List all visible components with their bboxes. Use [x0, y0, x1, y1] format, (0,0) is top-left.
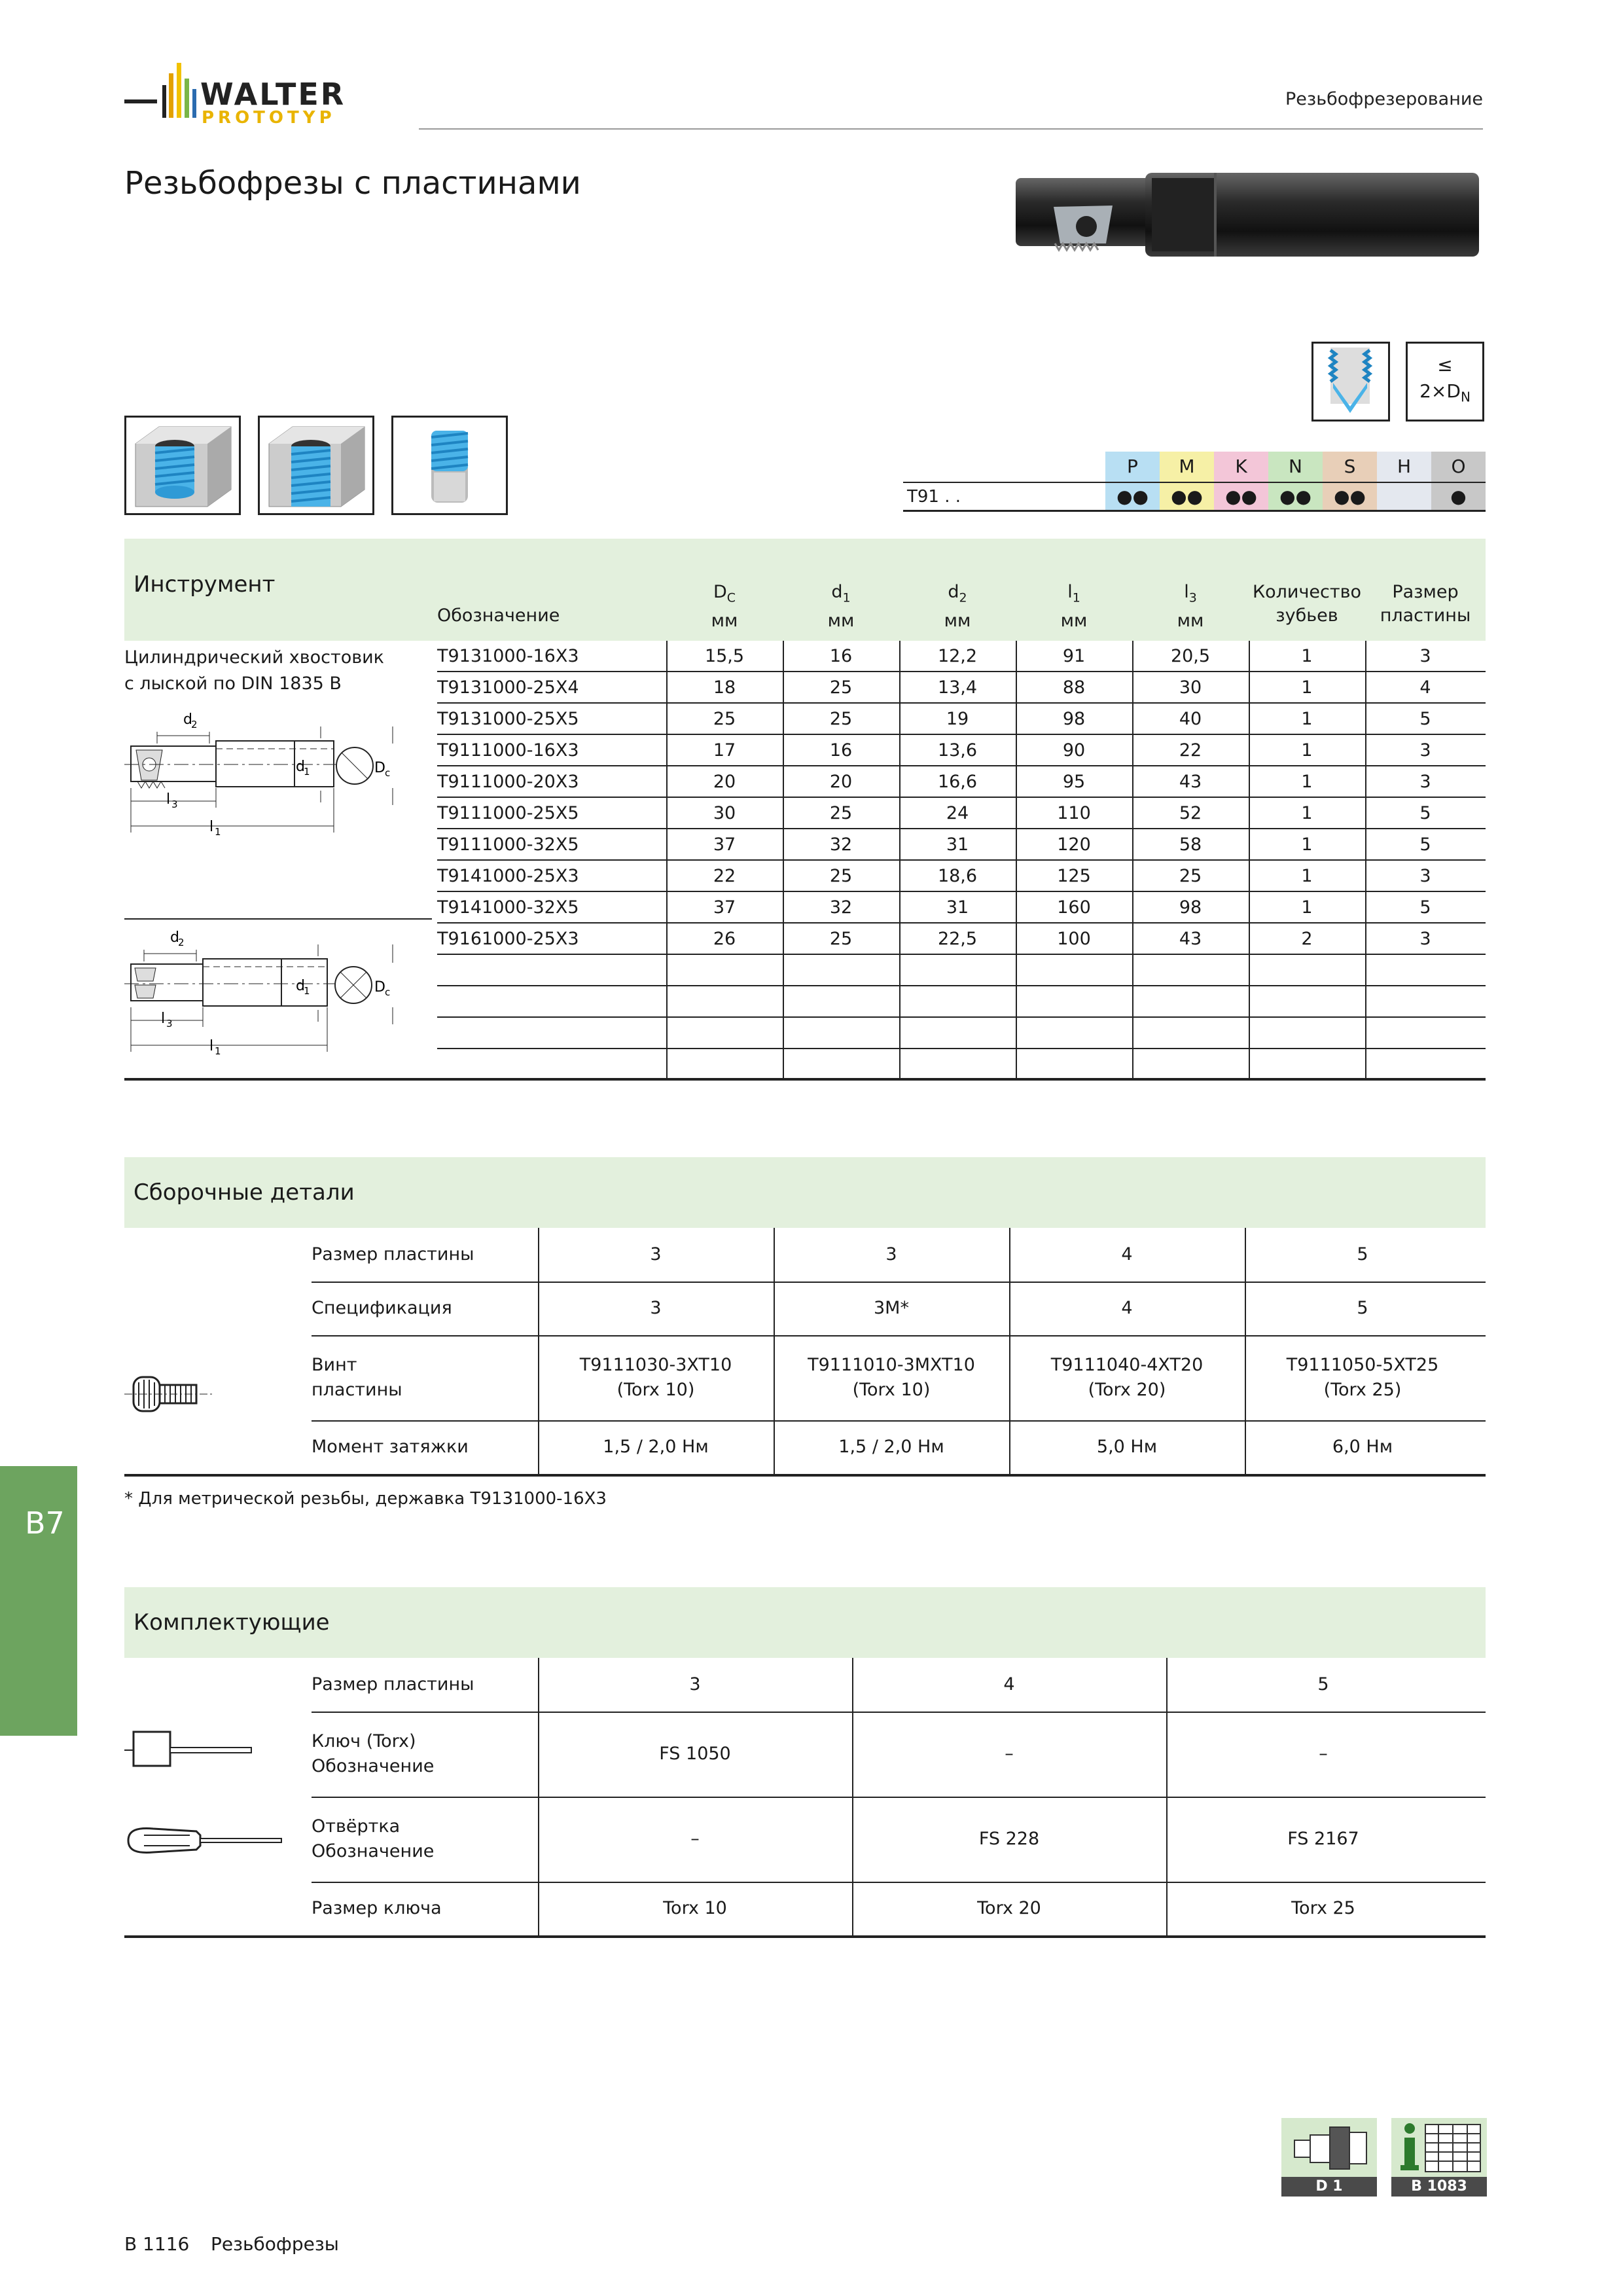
accessory-cell: 4	[1003, 1674, 1015, 1695]
value-cell	[1249, 1018, 1365, 1049]
assembly-row-label: Спецификация	[312, 1298, 452, 1318]
value-cell	[1132, 955, 1249, 986]
assembly-row-label: Винт пластины	[312, 1355, 402, 1400]
svg-text:l: l	[209, 819, 214, 835]
accessory-cell: –	[1319, 1744, 1328, 1764]
table-row	[437, 1018, 1486, 1049]
svg-text:1: 1	[215, 1045, 221, 1057]
material-mark-M: ●●	[1160, 482, 1214, 510]
value-cell: 15,5	[704, 646, 745, 666]
designation-cell: T9131000-16X3	[437, 646, 579, 666]
accessory-cell: FS 228	[978, 1829, 1040, 1849]
tool-table-bottom-rule	[124, 1078, 1486, 1081]
assembly-row	[124, 1228, 1486, 1282]
material-M: M	[1160, 452, 1214, 482]
svg-text:l: l	[209, 1038, 214, 1054]
assembly-cell: T9111040-4XT20 (Torx 20)	[1050, 1355, 1204, 1400]
accessory-row-label: Ключ (Torx) Обозначение	[312, 1731, 435, 1776]
svg-text:1: 1	[304, 985, 310, 997]
torx-key-icon	[124, 1728, 255, 1774]
designation-cell: T9141000-25X3	[437, 866, 579, 886]
assembly-row	[124, 1335, 1486, 1420]
drawing-divider	[124, 918, 432, 920]
footer-title: Резьбофрезы	[211, 2233, 339, 2255]
value-cell: 43	[1179, 929, 1202, 949]
assembly-cell: T9111050-5XT25 (Torx 25)	[1286, 1355, 1439, 1400]
table-row	[437, 861, 1486, 892]
table-row	[437, 986, 1486, 1018]
value-cell: 20	[829, 772, 853, 792]
accessory-row	[124, 1882, 1486, 1935]
value-cell: 30	[713, 803, 736, 823]
designation-cell: T9111000-32X5	[437, 834, 579, 855]
value-cell: 25	[713, 709, 736, 729]
assembly-cell: 5,0 Нм	[1096, 1437, 1158, 1457]
assembly-cell: 6,0 Нм	[1332, 1437, 1393, 1457]
info-table-icon	[1391, 2118, 1487, 2177]
value-cell: 25	[829, 803, 853, 823]
value-cell: 31	[946, 834, 969, 855]
value-cell: 40	[1179, 709, 1202, 729]
designation-cell: T9141000-32X5	[437, 897, 579, 918]
value-cell	[1016, 1018, 1132, 1049]
tool-holder-icon	[1281, 2118, 1377, 2177]
assembly-cell: 3	[650, 1298, 662, 1318]
shank-description: Цилиндрический хвостовик с лыской по DIN 1835 B	[124, 647, 384, 694]
depth-ratio-icon	[1406, 342, 1484, 422]
depth-le-symbol: ≤	[1437, 354, 1453, 376]
value-cell: 25	[1179, 866, 1202, 886]
assembly-cell: 5	[1357, 1244, 1368, 1265]
material-mark-K: ●●	[1214, 482, 1268, 510]
svg-text:d: d	[170, 929, 179, 946]
value-cell: 25	[829, 677, 853, 698]
svg-text:2: 2	[191, 719, 198, 730]
col-designation: Обозначение	[437, 605, 560, 626]
value-cell: 5	[1419, 897, 1431, 918]
value-cell: 12,2	[937, 646, 978, 666]
material-mark-H	[1377, 482, 1431, 510]
table-row	[437, 735, 1486, 766]
svg-text:c: c	[385, 986, 391, 998]
value-cell: 16,6	[937, 772, 978, 792]
value-cell: 3	[1419, 929, 1431, 949]
value-cell: 1	[1301, 709, 1313, 729]
value-cell: 26	[713, 929, 736, 949]
material-O: O	[1431, 452, 1486, 482]
value-cell	[899, 1049, 1016, 1081]
svg-text:3: 3	[166, 1018, 173, 1030]
value-cell	[1132, 1049, 1249, 1081]
svg-text:D: D	[374, 760, 385, 776]
value-cell: 88	[1062, 677, 1086, 698]
header-rule	[419, 128, 1483, 130]
assembly-cell: 3	[650, 1244, 662, 1265]
assembly-footnote: * Для метрической резьбы, державка T9131000-16X3	[124, 1489, 607, 1509]
value-cell	[783, 955, 899, 986]
svg-text:3: 3	[171, 798, 178, 810]
accessory-row-label: Размер пластины	[312, 1674, 474, 1695]
through-hole-icon	[258, 416, 374, 515]
value-cell	[783, 986, 899, 1018]
assembly-cell: 3	[885, 1244, 897, 1265]
tool-drawing-single	[124, 707, 412, 844]
assembly-cell: T9111010-3MXT10 (Torx 10)	[808, 1355, 975, 1400]
assembly-cell: 1,5 / 2,0 Нм	[838, 1437, 944, 1457]
material-mark-N: ●●	[1268, 482, 1323, 510]
value-cell	[1365, 986, 1486, 1018]
accessory-cell: –	[690, 1829, 700, 1849]
assembly-cell: 5	[1357, 1298, 1368, 1318]
table-row	[437, 704, 1486, 735]
assembly-section-header	[124, 1157, 1486, 1228]
svg-text:l: l	[161, 1011, 166, 1027]
thread-profile-icon	[1311, 342, 1390, 422]
ref-link-d1[interactable]	[1281, 2118, 1377, 2197]
tool-section-title: Инструмент	[134, 571, 276, 598]
svg-text:d: d	[296, 978, 305, 994]
assembly-cell: T9111030-3XT10 (Torx 10)	[579, 1355, 732, 1400]
svg-text:d: d	[296, 759, 305, 775]
accessory-row-label: Отвёртка Обозначение	[312, 1816, 435, 1861]
material-H: H	[1377, 452, 1431, 482]
row-divider	[124, 1935, 1486, 1938]
value-cell: 95	[1062, 772, 1086, 792]
value-cell: 25	[829, 929, 853, 949]
value-cell: 110	[1057, 803, 1091, 823]
table-row	[437, 892, 1486, 924]
designation-cell	[437, 986, 660, 1018]
value-cell	[1132, 986, 1249, 1018]
value-cell: 17	[713, 740, 736, 761]
assembly-cell: 4	[1121, 1298, 1133, 1318]
accessory-cell: 3	[689, 1674, 701, 1695]
accessory-cell: FS 2167	[1287, 1829, 1359, 1849]
material-mark-S: ●●	[1323, 482, 1377, 510]
value-cell: 98	[1179, 897, 1202, 918]
svg-text:1: 1	[215, 826, 221, 838]
page-title: Резьбофрезы с пластинами	[124, 165, 581, 202]
value-cell	[1016, 986, 1132, 1018]
value-cell: 91	[1062, 646, 1086, 666]
col-dc: $D_C$ мм	[711, 582, 738, 632]
assembly-row	[124, 1420, 1486, 1474]
designation-cell: T9131000-25X5	[437, 709, 579, 729]
value-cell: 22	[713, 866, 736, 886]
value-cell: 125	[1057, 866, 1091, 886]
value-cell: 30	[1179, 677, 1202, 698]
value-cell: 22	[1179, 740, 1202, 761]
value-cell: 90	[1062, 740, 1086, 761]
table-row	[437, 641, 1486, 672]
depth-ratio-text: $2\times D_N$	[1419, 380, 1471, 405]
col-insert-size: Размер пластины	[1380, 582, 1471, 626]
value-cell	[1249, 1049, 1365, 1081]
material-divider	[903, 482, 1486, 483]
value-cell: 5	[1419, 709, 1431, 729]
material-suitability-row	[903, 482, 1486, 512]
table-row	[437, 924, 1486, 955]
blind-hole-icon	[124, 416, 241, 515]
value-cell: 43	[1179, 772, 1202, 792]
material-K: K	[1214, 452, 1268, 482]
table-row	[437, 766, 1486, 798]
row-divider	[124, 1474, 1486, 1477]
value-cell: 13,6	[937, 740, 978, 761]
assembly-table	[124, 1228, 1486, 1477]
value-cell: 3	[1419, 740, 1431, 761]
designation-cell: T9111000-16X3	[437, 740, 579, 761]
col-l1: $l_1$ мм	[1060, 582, 1088, 632]
accessory-row-label: Размер ключа	[312, 1898, 442, 1918]
value-cell	[1365, 1018, 1486, 1049]
material-S: S	[1323, 452, 1377, 482]
value-cell: 25	[829, 866, 853, 886]
value-cell: 3	[1419, 646, 1431, 666]
material-groups-table	[903, 452, 1486, 512]
value-cell: 5	[1419, 834, 1431, 855]
value-cell: 2	[1301, 929, 1313, 949]
value-cell: 1	[1301, 897, 1313, 918]
value-cell	[899, 986, 1016, 1018]
tool-drawing-double	[124, 926, 412, 1064]
col-d2: $d_2$ мм	[944, 582, 971, 632]
value-cell: 3	[1419, 866, 1431, 886]
value-cell: 22,5	[937, 929, 978, 949]
col-teeth: Количество зубьев	[1252, 582, 1362, 626]
designation-cell: T9161000-25X3	[437, 929, 579, 949]
svg-text:c: c	[385, 767, 391, 779]
value-cell: 19	[946, 709, 969, 729]
svg-text:D: D	[374, 979, 385, 996]
assembly-cell: 4	[1121, 1244, 1133, 1265]
value-cell	[666, 1049, 783, 1081]
value-cell: 1	[1301, 740, 1313, 761]
table-row	[437, 798, 1486, 829]
svg-text:d: d	[183, 711, 192, 728]
designation-cell	[437, 1049, 660, 1081]
accessories-table	[124, 1658, 1486, 1939]
value-cell	[899, 955, 1016, 986]
screwdriver-icon	[124, 1821, 288, 1860]
external-thread-icon	[391, 416, 508, 515]
value-cell: 120	[1057, 834, 1091, 855]
col-d1: $d_1$ мм	[827, 582, 855, 632]
value-cell	[666, 986, 783, 1018]
table-row	[437, 955, 1486, 986]
value-cell	[1365, 955, 1486, 986]
material-header-row	[903, 452, 1486, 482]
screw-icon	[124, 1368, 216, 1420]
value-cell: 37	[713, 834, 736, 855]
accessory-cell: Torx 25	[1291, 1898, 1355, 1918]
value-cell: 20,5	[1170, 646, 1211, 666]
chapter-side-tab-label: B7	[25, 1505, 65, 1541]
value-cell: 98	[1062, 709, 1086, 729]
value-cell	[1016, 955, 1132, 986]
accessory-cell: 5	[1317, 1674, 1329, 1695]
value-cell: 1	[1301, 866, 1313, 886]
value-cell	[666, 1018, 783, 1049]
value-cell: 16	[829, 740, 853, 761]
ref-b1083-label: B 1083	[1391, 2177, 1487, 2197]
value-cell: 100	[1057, 929, 1091, 949]
value-cell: 1	[1301, 646, 1313, 666]
value-cell: 25	[829, 709, 853, 729]
accessories-section-header	[124, 1587, 1486, 1658]
value-cell	[783, 1018, 899, 1049]
value-cell	[783, 1049, 899, 1081]
value-cell: 1	[1301, 772, 1313, 792]
accessory-row	[124, 1797, 1486, 1882]
ref-link-b1083[interactable]	[1391, 2118, 1487, 2197]
tool-photo	[1001, 164, 1486, 268]
value-cell	[1132, 1018, 1249, 1049]
accessory-cell: Torx 10	[663, 1898, 727, 1918]
designation-cell	[437, 1018, 660, 1049]
value-cell: 52	[1179, 803, 1202, 823]
assembly-row-label: Размер пластины	[312, 1244, 474, 1265]
value-cell	[1249, 955, 1365, 986]
svg-text:l: l	[166, 791, 171, 808]
accessory-cell: FS 1050	[659, 1744, 731, 1764]
value-cell	[1365, 1049, 1486, 1081]
svg-text:2: 2	[178, 937, 185, 948]
tool-table-header	[124, 539, 1486, 641]
page-number: B 1116	[124, 2233, 190, 2255]
value-cell: 31	[946, 897, 969, 918]
value-cell: 1	[1301, 677, 1313, 698]
assembly-row-label: Момент затяжки	[312, 1437, 469, 1457]
value-cell: 24	[946, 803, 969, 823]
material-mark-O: ●	[1431, 482, 1486, 510]
value-cell: 58	[1179, 834, 1202, 855]
value-cell: 4	[1419, 677, 1431, 698]
table-row	[437, 672, 1486, 704]
table-row	[437, 829, 1486, 861]
material-N: N	[1268, 452, 1323, 482]
value-cell: 13,4	[937, 677, 978, 698]
value-cell: 18,6	[937, 866, 978, 886]
value-cell	[666, 955, 783, 986]
assembly-row	[124, 1282, 1486, 1335]
designation-cell: T9131000-25X4	[437, 677, 579, 698]
svg-text:1: 1	[304, 766, 310, 778]
designation-cell: T9111000-20X3	[437, 772, 579, 792]
assembly-cell: 1,5 / 2,0 Нм	[603, 1437, 709, 1457]
accessory-row	[124, 1658, 1486, 1712]
value-cell: 16	[829, 646, 853, 666]
value-cell: 5	[1419, 803, 1431, 823]
table-row	[437, 1049, 1486, 1081]
value-cell: 18	[713, 677, 736, 698]
ref-d1-label: D 1	[1281, 2177, 1377, 2197]
material-mark-P: ●●	[1105, 482, 1160, 510]
accessory-cell: Torx 20	[977, 1898, 1041, 1918]
assembly-section-title: Сборочные детали	[134, 1179, 355, 1206]
value-cell: 32	[829, 834, 853, 855]
logo-sub-text: PROTOTYP	[202, 108, 336, 128]
designation-cell	[437, 955, 660, 986]
value-cell: 37	[713, 897, 736, 918]
value-cell: 20	[713, 772, 736, 792]
logo-brand-text: WALTER	[200, 77, 346, 112]
accessories-section-title: Комплектующие	[134, 1609, 330, 1636]
walter-logo	[124, 59, 406, 131]
value-cell: 1	[1301, 803, 1313, 823]
value-cell: 160	[1057, 897, 1091, 918]
assembly-cell: 3M*	[874, 1298, 909, 1318]
designation-cell: T9111000-25X5	[437, 803, 579, 823]
value-cell: 3	[1419, 772, 1431, 792]
material-P: P	[1105, 452, 1160, 482]
material-row-label: T91 . .	[907, 487, 961, 507]
value-cell: 1	[1301, 834, 1313, 855]
header-section-name: Резьбофрезерование	[1285, 89, 1483, 109]
value-cell	[899, 1018, 1016, 1049]
accessory-row	[124, 1712, 1486, 1797]
value-cell: 32	[829, 897, 853, 918]
col-l3: $l_3$ мм	[1177, 582, 1204, 632]
value-cell	[1249, 986, 1365, 1018]
value-cell	[1016, 1049, 1132, 1081]
accessory-cell: –	[1005, 1744, 1014, 1764]
